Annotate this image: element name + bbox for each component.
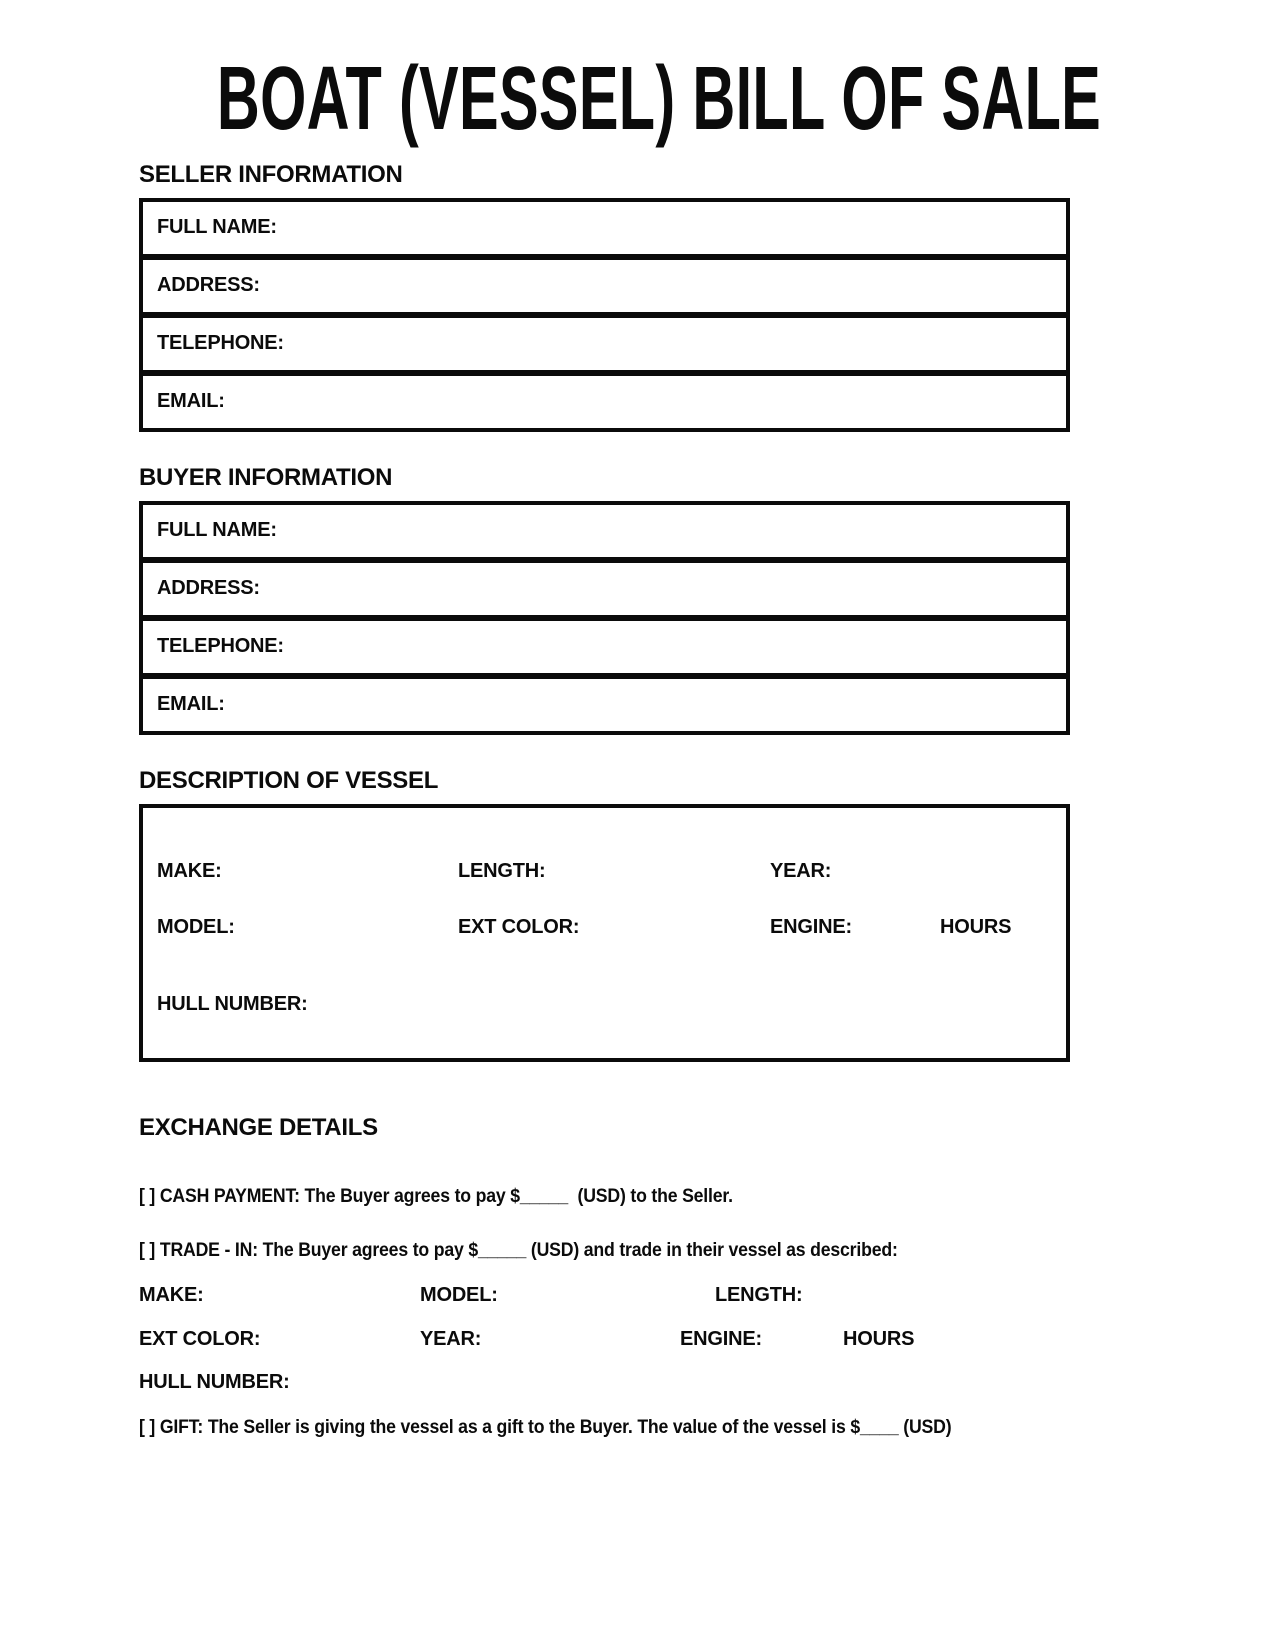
vessel-year-label: YEAR: xyxy=(770,859,832,882)
trade-in-vessel-row-3 xyxy=(139,1371,1070,1394)
buyer-telephone-field[interactable] xyxy=(284,621,1066,673)
buyer-info-table xyxy=(139,501,1070,735)
document-content xyxy=(139,161,1070,1439)
buyer-email-row xyxy=(139,675,1070,735)
seller-address-row xyxy=(139,256,1070,316)
trade-in-hours-label: HOURS xyxy=(843,1327,915,1350)
vessel-engine-label: ENGINE: xyxy=(770,915,852,938)
seller-email-row xyxy=(139,372,1070,432)
trade-in-vessel-row-1 xyxy=(139,1284,1070,1307)
buyer-section-heading: BUYER INFORMATION xyxy=(139,463,393,491)
gift-text: GIFT: The Seller is giving the vessel as a gift to the Buyer. The value of the vessel is $____ (USD) xyxy=(155,1416,952,1438)
buyer-address-label: ADDRESS: xyxy=(157,577,260,599)
seller-section-heading: SELLER INFORMATION xyxy=(139,160,403,188)
cash-payment-option xyxy=(139,1186,1005,1208)
seller-address-label: ADDRESS: xyxy=(157,274,260,296)
buyer-full-name-row xyxy=(139,501,1070,561)
trade-in-length-label: LENGTH: xyxy=(715,1283,803,1306)
vessel-ext-color-label: EXT COLOR: xyxy=(458,915,580,938)
document-title: BOAT (VESSEL) BILL OF SALE xyxy=(216,49,1102,149)
vessel-row-1 xyxy=(157,860,1052,883)
seller-full-name-row xyxy=(139,198,1070,258)
trade-in-checkbox[interactable]: [ ] xyxy=(139,1239,156,1261)
trade-in-vessel-row-2 xyxy=(139,1328,1070,1351)
seller-full-name-field[interactable] xyxy=(277,202,1066,254)
trade-in-ext-color-label: EXT COLOR: xyxy=(139,1327,261,1350)
trade-in-model-label: MODEL: xyxy=(420,1283,498,1306)
vessel-model-label: MODEL: xyxy=(157,915,235,938)
gift-option xyxy=(139,1417,1005,1439)
trade-in-option xyxy=(139,1240,1005,1262)
cash-payment-checkbox[interactable]: [ ] xyxy=(139,1185,156,1207)
vessel-description-box xyxy=(139,804,1070,1062)
vessel-hull-number-label: HULL NUMBER: xyxy=(157,992,308,1015)
vessel-hours-label: HOURS xyxy=(940,915,1012,938)
buyer-email-label: EMAIL: xyxy=(157,693,225,715)
trade-in-engine-label: ENGINE: xyxy=(680,1327,762,1350)
buyer-full-name-field[interactable] xyxy=(277,505,1066,557)
buyer-email-field[interactable] xyxy=(225,679,1066,731)
seller-email-field[interactable] xyxy=(225,376,1066,428)
vessel-row-3 xyxy=(157,993,1052,1016)
seller-full-name-label: FULL NAME: xyxy=(157,216,277,238)
gift-checkbox[interactable]: [ ] xyxy=(139,1416,156,1438)
buyer-telephone-label: TELEPHONE: xyxy=(157,635,284,657)
trade-in-make-label: MAKE: xyxy=(139,1283,204,1306)
seller-telephone-label: TELEPHONE: xyxy=(157,332,284,354)
trade-in-text: TRADE - IN: The Buyer agrees to pay $_____ (USD) and trade in their vessel as described: xyxy=(155,1239,898,1261)
cash-payment-text: CASH PAYMENT: The Buyer agrees to pay $_____ (USD) to the Seller. xyxy=(155,1185,733,1207)
trade-in-hull-number-label: HULL NUMBER: xyxy=(139,1370,290,1393)
trade-in-year-label: YEAR: xyxy=(420,1327,482,1350)
vessel-row-2 xyxy=(157,916,1052,939)
seller-telephone-row xyxy=(139,314,1070,374)
buyer-address-field[interactable] xyxy=(260,563,1066,615)
vessel-make-label: MAKE: xyxy=(157,859,222,882)
vessel-section-heading: DESCRIPTION OF VESSEL xyxy=(139,766,439,794)
seller-email-label: EMAIL: xyxy=(157,390,225,412)
exchange-section-heading: EXCHANGE DETAILS xyxy=(139,1113,378,1141)
seller-info-table xyxy=(139,198,1070,432)
buyer-address-row xyxy=(139,559,1070,619)
buyer-telephone-row xyxy=(139,617,1070,677)
seller-telephone-field[interactable] xyxy=(284,318,1066,370)
seller-address-field[interactable] xyxy=(260,260,1066,312)
vessel-length-label: LENGTH: xyxy=(458,859,546,882)
buyer-full-name-label: FULL NAME: xyxy=(157,519,277,541)
